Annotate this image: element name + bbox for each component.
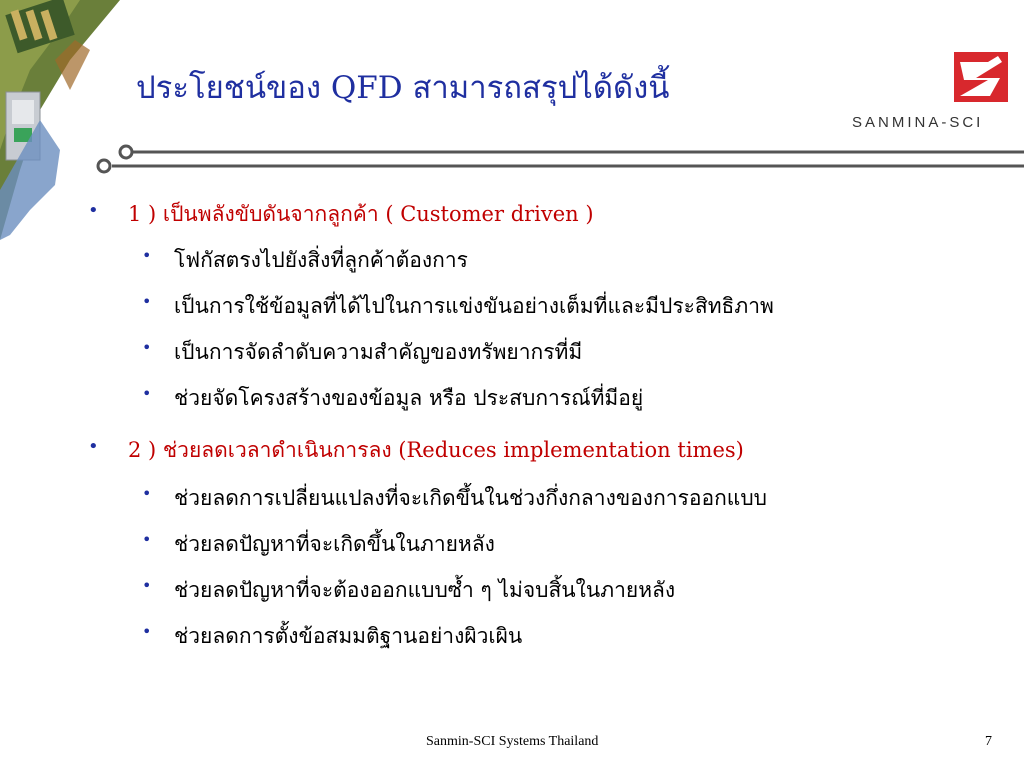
footer-text: Sanmin-SCI Systems Thailand	[426, 734, 599, 749]
bullet-icon: •	[142, 530, 152, 549]
slide-title: ประโยชน์ของ QFD สามารถสรุปได้ดังนี้	[136, 70, 670, 106]
bullet-icon: •	[142, 246, 152, 265]
bullet-icon: •	[88, 200, 99, 221]
bullet-icon: •	[142, 292, 152, 311]
bullet-icon: •	[142, 484, 152, 503]
bullet-icon: •	[142, 384, 152, 403]
page-number: 7	[985, 734, 992, 749]
bullet-icon: •	[88, 436, 99, 457]
circuit-divider	[0, 140, 1024, 190]
bullet-icon: •	[142, 622, 152, 641]
slide: ประโยชน์ของ QFD สามารถสรุปได้ดังนี้ SANMINA-SCI • 1 ) เป็นพลังขับดันจากลูกค้า ( Customer driven ) • โฟกัสตรงไปยังสิ่งที่ลูกค้าต้องการ • เป็นการใช้ข้อมูลที่ได้ไปในการแข่งขันอย่างเต็มที่และมีประสิทธิภาพ • เป็นการจัดลำดับความสำคัญของทรัพยากรที่มี • ช่วยจัดโครงสร้างของข้อมูล หรือ ประสบการณ์ที่มีอยู่ • 2 ) ช่วยลดเวลาดำเนินการลง (Reduces implementation times) • ช่วยลดการเปลี่ยนแปลงที่จะเกิดขึ้นในช่วงกึ่งกลางของการออกแบบ • ช่วยลดปัญหาที่จะเกิดขึ้นในภายหลัง • ช่วยลดปัญหาที่จะต้องออกแบบซ้ำ ๆ ไม่จบสิ้นในภายหลัง • ช่วยลดการตั้งข้อสมมติฐานอย่างผิวเผิน Sanmin-SCI Systems Thailand 7	[0, 0, 1024, 768]
bullet-icon: •	[142, 576, 152, 595]
header-photo-collage	[0, 0, 120, 240]
logo-wordmark: SANMINA-SCI	[852, 114, 984, 131]
bullet-icon: •	[142, 338, 152, 357]
